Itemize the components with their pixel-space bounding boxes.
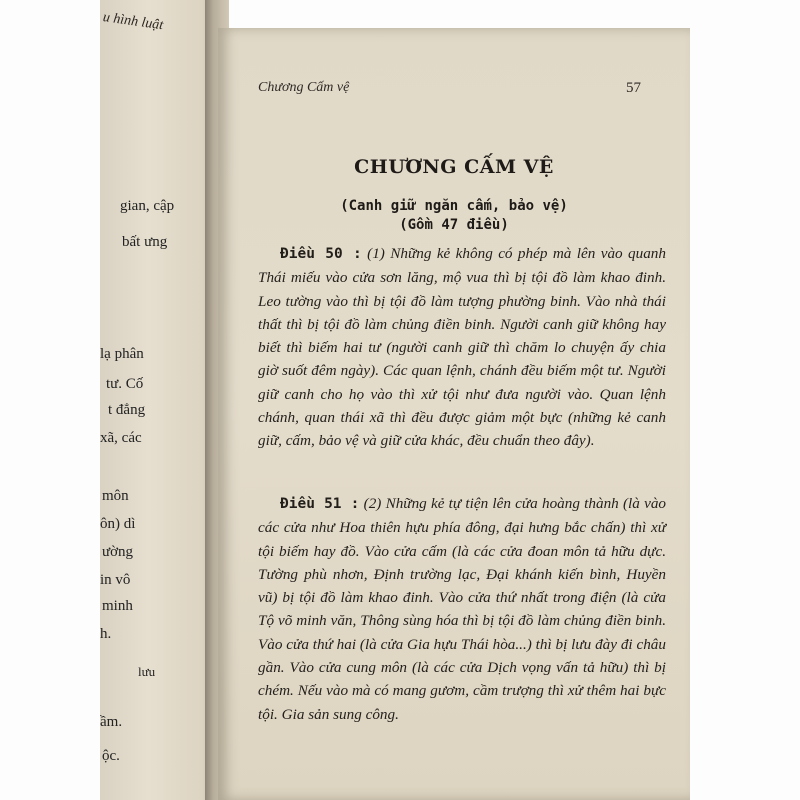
left-fragment: ầm.	[100, 714, 123, 730]
left-fragment: in vô	[100, 572, 131, 588]
left-fragment: môn	[102, 488, 129, 504]
left-fragment: t đẳng	[108, 402, 146, 418]
article-number: Điều 51 :	[280, 496, 360, 512]
article-51	[258, 492, 666, 726]
article-50	[258, 242, 666, 453]
left-fragment: lưu	[138, 664, 156, 679]
article-count: (Gồm 47 điều)	[399, 217, 509, 233]
article-text: (2) Những kẻ tự tiện lên cửa hoàng thành (là vào các cửa như Hoa thiên hựu phía đông, đại hưng bắc chấn) thì xử tội biếm hay đồ. Vào cửa cấm (là các cửa đoan môn tả hữu dực. Tường phù nhơn, Định trường lạc, Đại khánh kiến bình, Huyền vũ) bị tội đồ làm khao đinh. Vào cửa thứ nhất trong điện (là cửa Tộ võ minh văn, Thông sùng hóa thì bị tội đồ làm chủng điền binh. Vào cửa thứ hai (là cửa Gia hựu Thái hòa...) thì bị lưu đày đi châu gần. Vào cửa cung môn (là các cửa Dịch vọng vấn tả hữu) thì bị chém. Nếu vào mà có mang gươm, cầm trượng thì xử thêm hai bực tội. Gia sản sung công.	[258, 495, 667, 723]
left-fragment: ôn) dì	[100, 516, 136, 532]
article-text: (1) Những kẻ không có phép mà lên vào quanh Thái miếu vào cửa sơn lăng, mộ vua thì bị tội đồ làm khao đinh. Leo tường vào thì bị tội đồ làm tượng phường binh. Vào nhà thái thất thì bị tội đồ làm chủng điền binh. Người canh giữ không hay biết thì biếm hai tư (người canh giữ thì chăm lo chuyện ấy chia giờ suốt đêm ngày). Các quan lệnh, chánh đều biếm một tư. Người giữ canh cho họ vào thì xử tội như đưa người vào. Quan lệnh chánh, quan thái xã thì đều được giảm một bực (những kẻ canh giữ, cấm, bảo vệ và giữ cửa khác, đều chuẩn theo đây).	[258, 245, 666, 450]
left-running-header: u hình luật	[101, 10, 165, 34]
chapter-subtitle: (Canh giữ ngăn cấm, bảo vệ)	[340, 198, 568, 214]
left-fragment: ộc.	[102, 748, 120, 764]
left-fragment: xã, các	[100, 430, 142, 446]
page-number: 57	[626, 80, 641, 96]
running-header: Chương Cấm vệ	[258, 80, 350, 95]
article-number: Điều 50 :	[280, 246, 362, 262]
left-fragment: ường	[102, 544, 134, 560]
left-fragment: minh	[102, 598, 133, 614]
left-page	[100, 0, 220, 800]
right-page	[218, 28, 690, 800]
left-fragment: h.	[100, 626, 112, 642]
chapter-title: CHƯƠNG CẤM VỆ	[354, 156, 554, 178]
left-fragment: lạ phân	[100, 346, 144, 362]
left-fragment: gian, cập	[120, 198, 175, 214]
left-fragment: bất ưng	[122, 234, 168, 250]
left-fragment: tư. Cố	[106, 376, 144, 392]
